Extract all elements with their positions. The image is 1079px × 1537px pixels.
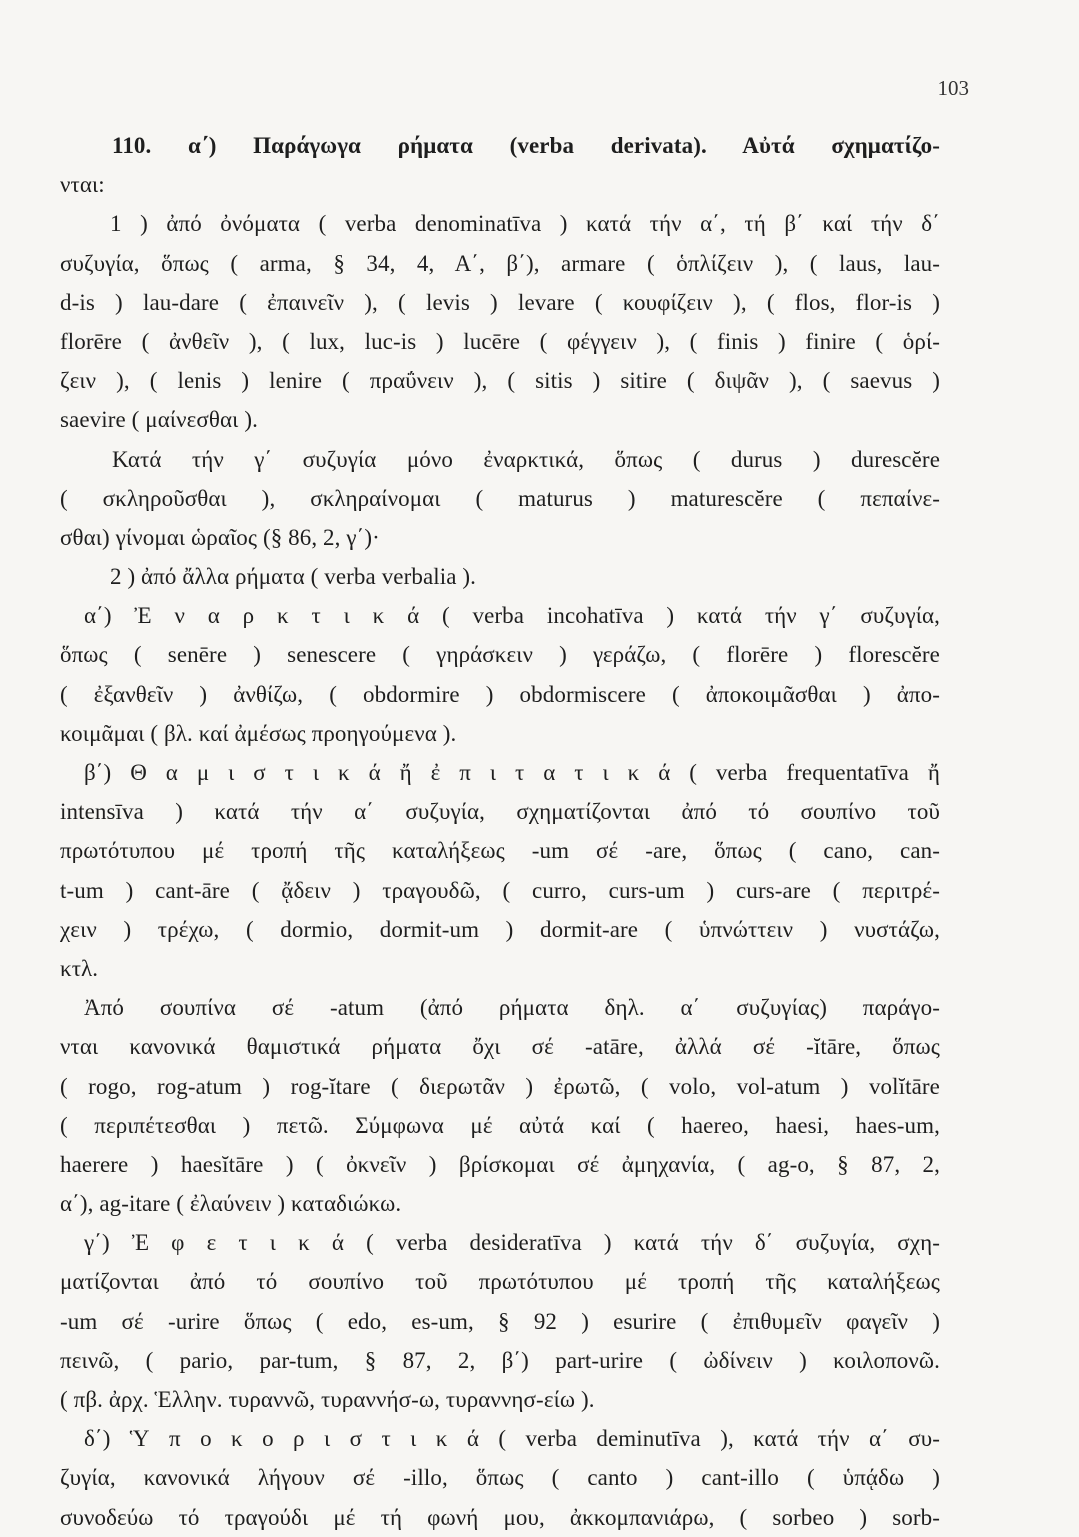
text-line: florēre ( ἀνθεῖν ), ( lux, luc-is ) lucēre ( φέγγειν ), ( finis ) finire ( ὁρί-	[60, 328, 940, 354]
text-line: σθαι) γίνομαι ὡραῖος (§ 86, 2, γ΄)·	[60, 524, 380, 550]
text-line: γ΄) Ἐ φ ε τ ι κ ά ( verba desideratīva ) κατά τήν δ΄ συζυγία, σχη-	[84, 1230, 940, 1256]
text-line: νται κανονικά θαμιστικά ρήματα ὄχι σέ -atāre, ἀλλά σέ -ĭtāre, ὅπως	[60, 1034, 940, 1060]
text-line: saevire ( μαίνεσθαι ).	[60, 407, 258, 433]
text-line: -um σέ -urire ὅπως ( edo, es-um, § 92 ) esurire ( ἐπιθυμεῖν φαγεῖν )	[60, 1308, 940, 1334]
text-line: haerere ) haesĭtāre ) ( ὀκνεῖν ) βρίσκομαι σέ ἀμηχανία, ( ag-o, § 87, 2,	[60, 1151, 940, 1177]
text-line: t-um ) cant-āre ( ᾄδειν ) τραγουδῶ, ( curro, curs-um ) curs-are ( περιτρέ-	[60, 877, 940, 903]
text-line: συνοδεύω τό τραγούδι μέ τή φωνή μου, ἀκκομπανιάρω, ( sorbeo ) sorb-	[60, 1504, 940, 1530]
text-line: κτλ.	[60, 955, 99, 981]
text-line: πεινῶ, ( pario, par-tum, § 87, 2, β΄) part-urire ( ὠδίνειν ) κοιλοπονῶ.	[60, 1347, 940, 1373]
text-line: β΄) Θ α μ ι σ τ ι κ ά ἤ ἐ π ι τ α τ ι κ ά ( verba frequentatīva ἤ	[84, 760, 940, 785]
text-line: χειν ) τρέχω, ( dormio, dormit-um ) dormit-are ( ὑπνώττειν ) νυστάζω,	[60, 916, 940, 942]
text-line: ( ἐξανθεῖν ) ἀνθίζω, ( obdormire ) obdormiscere ( ἀποκοιμᾶσθαι ) ἀπο-	[60, 681, 940, 707]
text-line: ματίζονται ἀπό τό σουπίνο τοῦ πρωτότυπου μέ τροπή τῆς καταλήξεως	[60, 1269, 940, 1295]
text-line: d-is ) lau-dare ( ἐπαινεῖν ), ( levis ) levare ( κουφίζειν ), ( flos, flor-is )	[60, 289, 940, 315]
text-line: νται:	[60, 172, 105, 198]
text-line: ( πβ. ἀρχ. Ἑλλην. τυραννῶ, τυραννήσ-ω, τυραννησ-είω ).	[60, 1387, 595, 1412]
text-line: Ἀπό σουπίνα σέ -atum (ἀπό ρήματα δηλ. α΄ συζυγίας) παράγο-	[84, 995, 940, 1021]
text-line: ( σκληροῦσθαι ), σκληραίνομαι ( maturus ) maturescĕre ( πεπαίνε-	[60, 485, 940, 511]
body-text	[60, 126, 940, 1537]
text-line: α΄) Ἐ ν α ρ κ τ ι κ ά ( verba incohatīva ) κατά τήν γ΄ συζυγία,	[84, 603, 940, 629]
text-line: δ΄) Ὑ π ο κ ο ρ ι σ τ ι κ ά ( verba deminutīva ), κατά τήν α΄ συ-	[84, 1426, 940, 1452]
text-line: ζειν ), ( lenis ) lenire ( πραΰνειν ), ( sitis ) sitire ( διψᾶν ), ( saevus )	[60, 368, 940, 394]
text-line: ὅπως ( senēre ) senescere ( γηράσκειν ) γεράζω, ( florēre ) florescĕre	[60, 642, 940, 668]
text-line: ( rogo, rog-atum ) rog-ĭtare ( διερωτᾶν ) ἐρωτῶ, ( volo, vol-atum ) volĭtāre	[60, 1073, 940, 1099]
text-line: ( περιπέτεσθαι ) πετῶ. Σύμφωνα μέ αὐτά καί ( haereo, haesi, haes-um,	[60, 1112, 940, 1138]
text-line: 2 ) ἀπό ἄλλα ρήματα ( verba verbalia ).	[110, 564, 477, 590]
text-line: intensīva ) κατά τήν α΄ συζυγία, σχηματίζονται ἀπό τό σουπίνο τοῦ	[60, 799, 940, 825]
text-line: α΄), ag-itare ( ἐλαύνειν ) καταδιώκω.	[60, 1191, 402, 1217]
text-line: 1 ) ἀπό ὀνόματα ( verba denominatīva ) κατά τήν α΄, τή β΄ καί τήν δ΄	[110, 211, 940, 237]
page-number: 103	[937, 76, 969, 100]
text-line: κοιμᾶμαι ( βλ. καί ἀμέσως προηγούμενα ).	[60, 720, 457, 746]
text-line: συζυγία, ὅπως ( arma, § 34, 4, A΄, β΄), armare ( ὁπλίζειν ), ( laus, lau-	[60, 250, 940, 276]
text-line: 110. α΄) Παράγωγα ρήματα (verba derivata). Αὐτά σχηματίζο-	[112, 133, 940, 158]
text-line: ζυγία, κανονικά λήγουν σέ -illo, ὅπως ( canto ) cant-illo ( ὑπᾴδω )	[60, 1465, 940, 1491]
text-line: πρωτότυπου μέ τροπή τῆς καταλήξεως -um σέ -are, ὅπως ( cano, can-	[60, 838, 940, 864]
text-line: Κατά τήν γ΄ συζυγία μόνο ἐναρκτικά, ὅπως ( durus ) durescĕre	[112, 446, 940, 472]
